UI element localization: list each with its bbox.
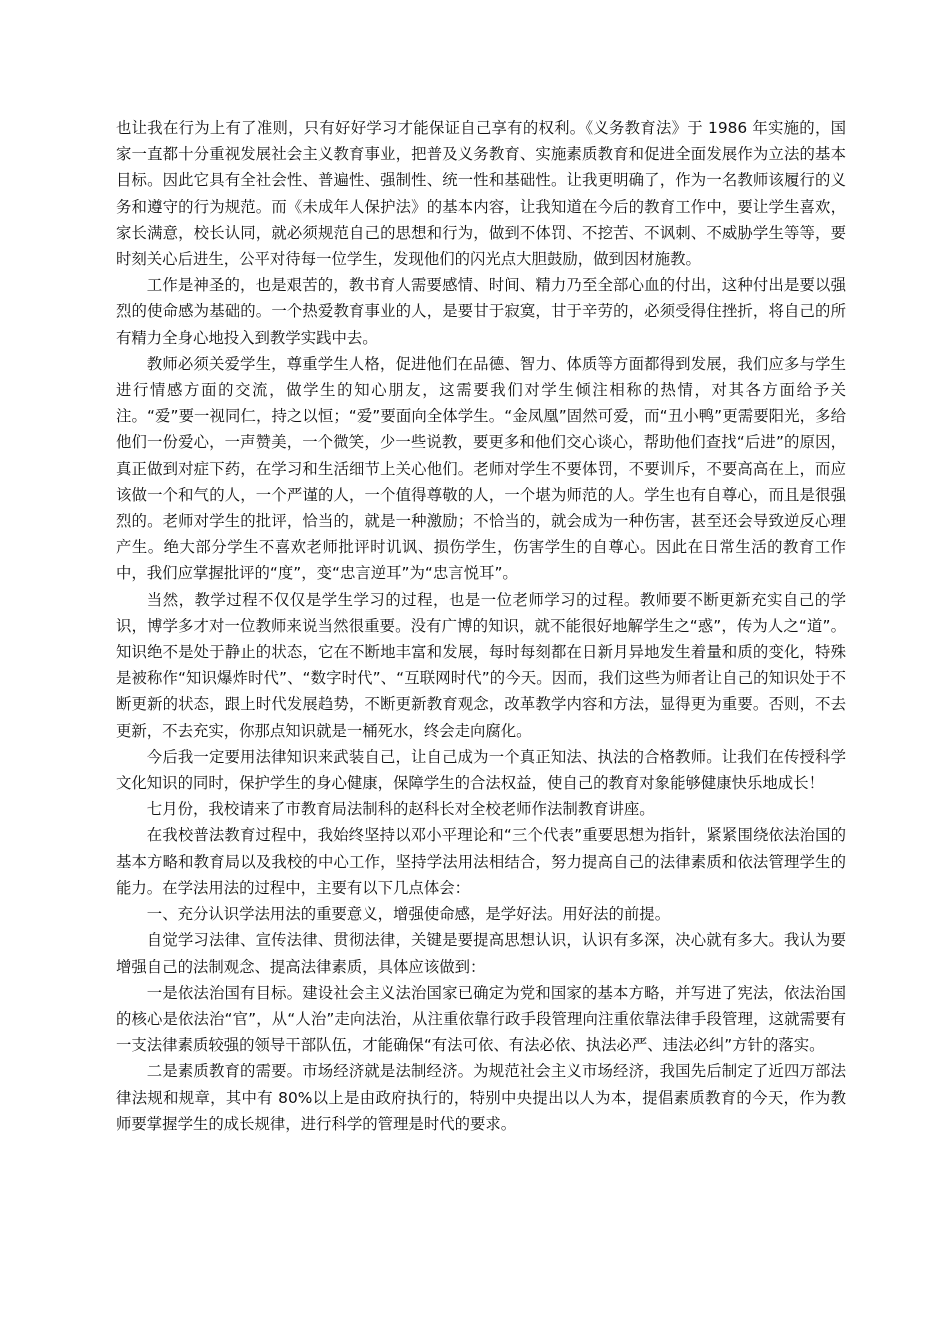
paragraph: 七月份，我校请来了市教育局法制科的赵科长对全校老师作法制教育讲座。 — [146, 800, 655, 819]
paragraph: 教师必须关爱学生，尊重学生人格，促进他们在品德、智力、体质等方面都得到发展，我们应多与学生进行情感方面的交流，做学生的知心朋友，这需要我们对学生倾注相称的热情，对其各方面给予关注。“爱”要一视同仁，持之以恒；“爱”要面向全体学生。“金凤凰”固然可爱，而“丑小鸭”更需要阳光，多给他们一份爱心，一声赞美，一个微笑，少一些说教，要更多和他们交心谈心，帮助他们查找“后进”的原因，真正做到对症下药，在学习和生活细节上关心他们。老师对学生不要体罚，不要训斥，不要高高在上，而应该做一个和气的人，一个严谨的人，一个值得尊敬的人，一个堪为师范的人。学生也有自尊心，而且是很强烈的。老师对学生的批评，恰当的，就是一种激励；不恰当的，就会成为一种伤害，甚至还会导致逆反心理产生。绝大部分学生不喜欢老师批评时讥讽、损伤学生，伤害学生的自尊心。因此在日常生活的教育工作中，我们应掌握批评的“度”，变“忠言逆耳”为“忠言悦耳”。 — [116, 354, 846, 583]
paragraph-continuation: 也让我在行为上有了准则，只有好好学习才能保证自己享有的权利。《义务教育法》于 1986 年实施的，国家一直都十分重视发展社会主义教育事业，把普及义务教育、实施素质教育和促进全面发展作为立法的基本目标。因此它具有全社会性、普遍性、强制性、统一性和基础性。让我更明确了，作为一名教师该履行的义务和遵守的行为规范。而《未成年人保护法》的基本内容，让我知道在今后的教育工作中，要让学生喜欢，家长满意，校长认同，就必须规范自己的思想和行为，做到不体罚、不挖苦、不讽刺、不威胁学生等等，要时刻关心后进生，公平对待每一位学生，发现他们的闪光点大胆鼓励，做到因材施教。 — [116, 119, 846, 269]
document-body — [116, 115, 846, 1137]
paragraph: 二是素质教育的需要。市场经济就是法制经济。为规范社会主义市场经济，我国先后制定了近四万部法律法规和规章，其中有 80%以上是由政府执行的，特别中央提出以人为本，提倡素质教育的今天，作为教师要掌握学生的成长规律，进行科学的管理是时代的要求。 — [116, 1062, 846, 1133]
paragraph: 工作是神圣的，也是艰苦的，教书育人需要感情、时间、精力乃至全部心血的付出，这种付出是要以强烈的使命感为基础的。一个热爱教育事业的人，是要甘于寂寞，甘于辛劳的，必须受得住挫折，将自己的所有精力全身心地投入到教学实践中去。 — [116, 276, 846, 347]
paragraph: 在我校普法教育过程中，我始终坚持以邓小平理论和“三个代表”重要思想为指针，紧紧围绕依法治国的基本方略和教育局以及我校的中心工作，坚持学法用法相结合，努力提高自己的法律素质和依法管理学生的能力。在学法用法的过程中，主要有以下几点体会： — [116, 826, 846, 897]
paragraph: 一是依法治国有目标。建设社会主义法治国家已确定为党和国家的基本方略，并写进了宪法，依法治国的核心是依法治“官”，从“人治”走向法治，从注重依靠行政手段管理向注重依靠法律手段管理，这就需要有一支法律素质较强的领导干部队伍，才能确保“有法可依、有法必依、执法必严、违法必纠”方针的落实。 — [116, 983, 846, 1055]
paragraph: 自觉学习法律、宣传法律、贯彻法律，关键是要提高思想认识，认识有多深，决心就有多大。我认为要增强自己的法制观念、提高法律素质，具体应该做到： — [116, 931, 846, 976]
paragraph-heading: 一、充分认识学法用法的重要意义，增强使命感，是学好法。用好法的前提。 — [146, 905, 671, 924]
paragraph: 当然，教学过程不仅仅是学生学习的过程，也是一位老师学习的过程。教师要不断更新充实自己的学识，博学多才对一位教师来说当然很重要。没有广博的知识，就不能很好地解学生之“惑”，传为人之“道”。知识绝不是处于静止的状态，它在不断地丰富和发展，每时每刻都在日新月异地发生着量和质的变化，特殊是被称作“知识爆炸时代”、“数字时代”、“互联网时代”的今天。因而，我们这些为师者让自己的知识处于不断更新的状态，跟上时代发展趋势，不断更新教育观念，改革教学内容和方法，显得更为重要。否则，不去更新，不去充实，你那点知识就是一桶死水，终会走向腐化。 — [116, 590, 846, 740]
paragraph: 今后我一定要用法律知识来武装自己，让自己成为一个真正知法、执法的合格教师。让我们在传授科学文化知识的同时，保护学生的身心健康，保障学生的合法权益，使自己的教育对象能够健康快乐地成长！ — [116, 747, 846, 793]
